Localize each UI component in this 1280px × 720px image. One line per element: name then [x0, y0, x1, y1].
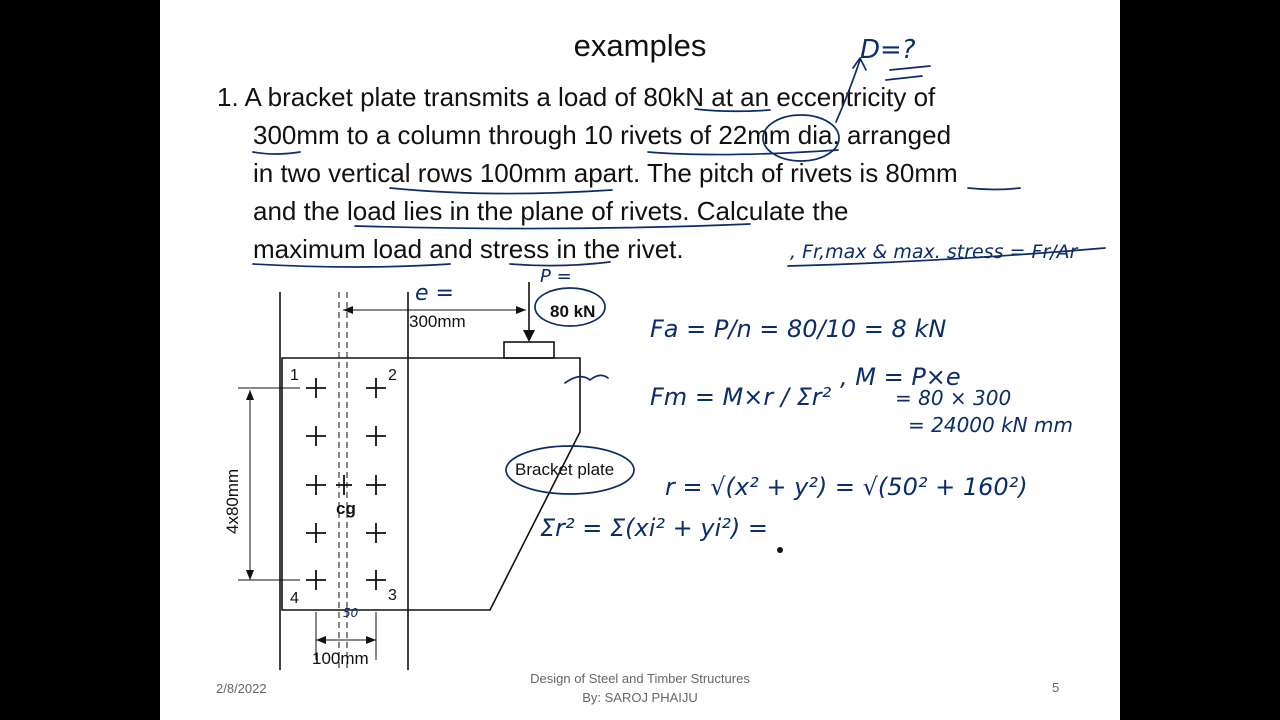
targets-note: , Fr,max & max. stress = Fr/Ar: [790, 241, 1078, 263]
underline-load-plane: [355, 224, 750, 229]
dim-arrow: [316, 636, 326, 644]
eccentricity-label: 300mm: [409, 312, 466, 331]
rivet-grid: [306, 378, 386, 590]
slide-graphics: [160, 0, 1120, 720]
rivet: [366, 523, 386, 543]
underline-rivets: [648, 150, 838, 155]
underline-max-load: [253, 264, 450, 267]
d-note-lines: [886, 66, 930, 80]
bracket-plate-outline: [282, 358, 580, 610]
rivet: [306, 570, 326, 590]
m-equation: , M = P×e: [840, 363, 961, 391]
rivet: [306, 378, 326, 398]
footer-page-number: 5: [1052, 680, 1060, 695]
r-equation: r = √(x² + y²) = √(50² + 160²): [665, 473, 1028, 501]
height-label: 4x80mm: [223, 468, 242, 534]
rivet-number-3: 3: [388, 587, 397, 604]
load-pad: [504, 342, 554, 358]
question-line-4: and the load lies in the plane of rivets. Calculate the: [253, 196, 849, 226]
slide: [160, 0, 1120, 720]
rivet: [366, 475, 386, 495]
d-note: D=?: [860, 35, 916, 65]
footer-author: By: SAROJ PHAIJU: [582, 690, 698, 705]
dim-arrow: [366, 636, 376, 644]
m-step-1: = 80 × 300: [895, 386, 1012, 410]
rivet-number-2: 2: [388, 367, 397, 384]
footer-course: [160, 669, 1120, 707]
width-label: 100mm: [312, 649, 369, 668]
p-label: P =: [540, 266, 572, 287]
rivet: [306, 475, 326, 495]
question-line-5: maximum load and stress in the rivet.: [253, 234, 684, 264]
rivet: [366, 426, 386, 446]
footer-date: 2/8/2022: [216, 681, 267, 696]
underline-rows: [390, 188, 612, 194]
cg-label: cg: [336, 499, 356, 518]
cg-marker: [336, 475, 352, 495]
rivet: [366, 570, 386, 590]
e-label: e =: [415, 281, 454, 306]
question-line-3: in two vertical rows 100mm apart. The pitch of rivets is 80mm: [253, 158, 958, 188]
m-step-2: = 24000 kN mm: [908, 413, 1073, 437]
sum-equation: Σr² = Σ(xi² + yi²) =: [540, 514, 768, 542]
bracket-scribble: [565, 375, 608, 383]
dim-arrow: [516, 306, 526, 314]
load-arrow-head: [523, 330, 535, 342]
dim-arrow: [246, 570, 254, 580]
bracket-figure: [223, 282, 614, 670]
cursor-dot: [777, 547, 783, 553]
dim-arrow: [343, 306, 353, 314]
rivet: [306, 426, 326, 446]
rivet-number-4: 4: [290, 590, 299, 607]
fm-equation: Fm = M×r / Σr²: [650, 383, 832, 411]
footer-course-title: Design of Steel and Timber Structures: [530, 671, 750, 686]
fa-equation: Fa = P/n = 80/10 = 8 kN: [650, 315, 947, 343]
arrow-to-d-note: [836, 60, 860, 122]
slide-title: examples: [573, 28, 707, 63]
fifty-note: 50: [343, 606, 359, 620]
question-line-1: 1. A bracket plate transmits a load of 80kN at an eccentricity of: [217, 82, 936, 112]
dim-arrow: [246, 390, 254, 400]
rivet: [366, 378, 386, 398]
rivet-number-1: 1: [290, 367, 299, 384]
underline-300mm: [253, 152, 300, 154]
circle-22mm: [763, 115, 839, 161]
load-label: 80 kN: [550, 302, 596, 321]
rivet: [306, 523, 326, 543]
plate-label: Bracket plate: [515, 460, 615, 479]
underline-80kn: [695, 109, 770, 111]
question-line-2: 300mm to a column through 10 rivets of 22mm dia. arranged: [253, 120, 952, 150]
underline-80mm: [968, 188, 1020, 190]
